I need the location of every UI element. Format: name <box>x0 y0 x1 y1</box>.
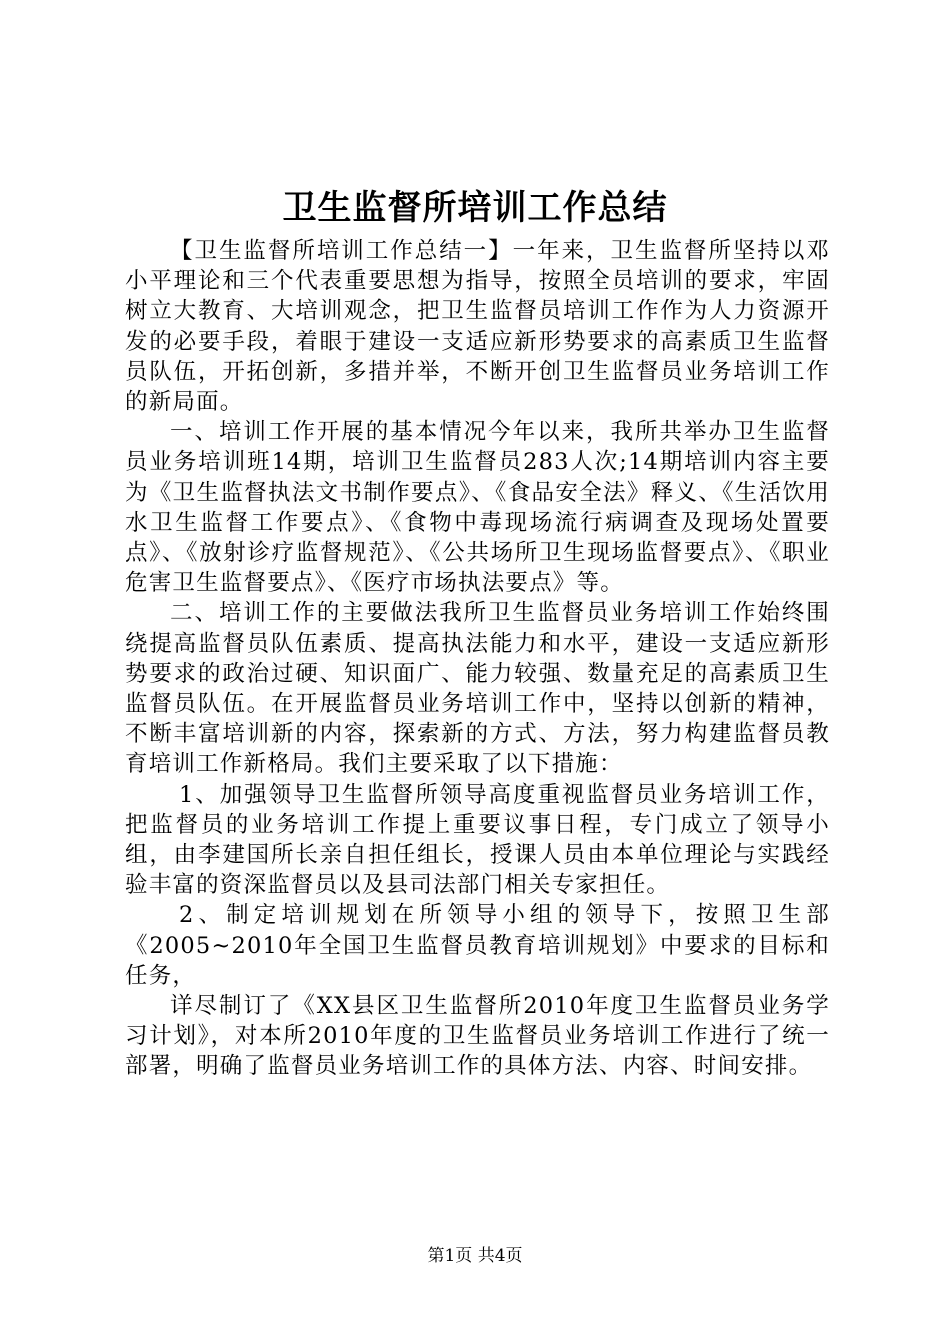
paragraph-basic-situation: 一、培训工作开展的基本情况今年以来，我所共举办卫生监督员业务培训班14期，培训卫生监督员283人次;14期培训内容主要为《卫生监督执法文书制作要点》、《食品安全法》释义、《生活饮用水卫生监督工作要点》、《食物中毒现场流行病调查及现场处置要点》、《放射诊疗监督规范》、《公共场所卫生现场监督要点》、《职业危害卫生监督要点》、《医疗市场执法要点》等。 <box>125 419 830 597</box>
paragraph-main-practices: 二、培训工作的主要做法我所卫生监督员业务培训工作始终围绕提高监督员队伍素质、提高执法能力和水平，建设一支适应新形势要求的政治过硬、知识面广、能力较强、数量充足的高素质卫生监督员队伍。在开展监督员业务培训工作中，坚持以创新的精神，不断丰富培训新的内容，探索新的方式、方法，努力构建监督员教育培训工作新格局。我们主要采取了以下措施： <box>125 600 830 778</box>
paragraph-plan-details: 详尽制订了《XX县区卫生监督所2010年度卫生监督员业务学习计划》，对本所2010年度的卫生监督员业务培训工作进行了统一部署，明确了监督员业务培训工作的具体方法、内容、时间安排。 <box>125 993 830 1080</box>
paragraph-measure-2: 2、制定培训规划在所领导小组的领导下，按照卫生部《2005~2010年全国卫生监督员教育培训规划》中要求的目标和任务， <box>125 902 830 989</box>
document-body <box>125 236 830 1082</box>
document-title: 卫生监督所培训工作总结 <box>282 188 668 228</box>
page-number-footer: 第1页 共4页 <box>427 1246 523 1266</box>
paragraph-intro: 【卫生监督所培训工作总结一】一年来，卫生监督所坚持以邓小平理论和三个代表重要思想为指导，按照全员培训的要求，牢固树立大教育、大培训观念，把卫生监督员培训工作作为人力资源开发的必要手段，着眼于建设一支适应新形势要求的高素质卫生监督员队伍，开拓创新，多措并举，不断开创卫生监督员业务培训工作的新局面。 <box>125 238 830 416</box>
paragraph-measure-1: 1、加强领导卫生监督所领导高度重视监督员业务培训工作，把监督员的业务培训工作提上重要议事日程，专门成立了领导小组，由李建国所长亲自担任组长，授课人员由本单位理论与实践经验丰富的资深监督员以及县司法部门相关专家担任。 <box>125 781 830 899</box>
